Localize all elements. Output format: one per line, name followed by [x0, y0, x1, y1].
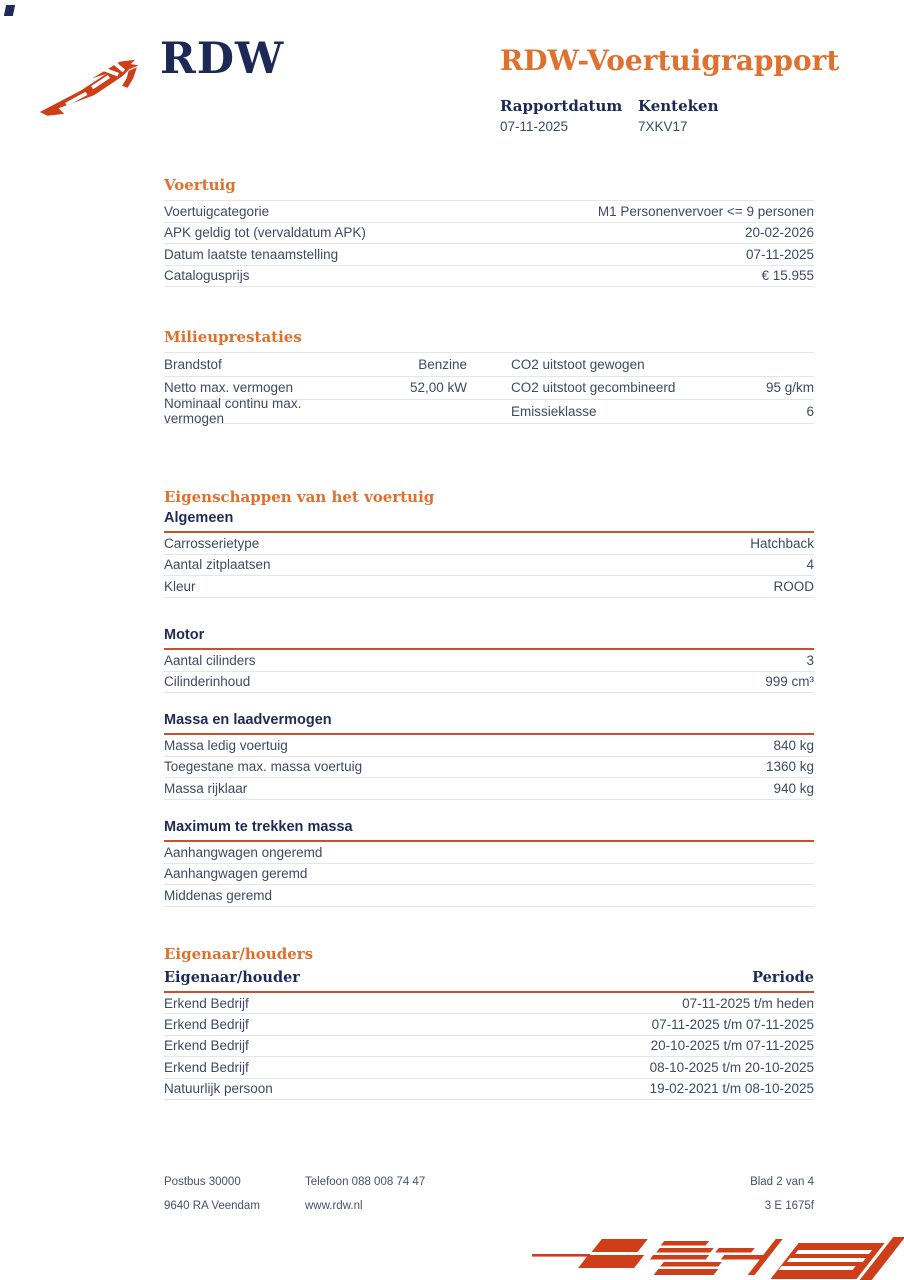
subsection-trekken-title: Maximum te trekken massa: [164, 819, 814, 842]
footer-page-number: Blad 2 van 4: [750, 1176, 814, 1188]
section-milieu-title: Milieuprestaties: [164, 328, 302, 346]
row-label: Cilinderinhoud: [164, 674, 251, 690]
row-value: Hatchback: [750, 535, 814, 551]
report-date-label: Rapportdatum: [500, 97, 623, 115]
motor-rows: [164, 650, 814, 693]
owner-period: 20-10-2025 t/m 07-11-2025: [650, 1038, 814, 1054]
table-row: [164, 650, 814, 672]
subsection-motor: [164, 627, 814, 693]
footer-page-info: [614, 1170, 814, 1218]
subsection-massa: [164, 712, 814, 800]
owner-name: Erkend Bedrijf: [164, 1017, 249, 1033]
owner-period: 19-02-2021 t/m 08-10-2025: [649, 1081, 814, 1097]
owner-name: Erkend Bedrijf: [164, 1059, 249, 1075]
row-label: Brandstof: [164, 356, 222, 372]
row-value: 1360 kg: [765, 759, 814, 775]
table-row: [164, 778, 814, 800]
row-value: 999 cm³: [765, 674, 814, 690]
owner-period: 07-11-2025 t/m 07-11-2025: [651, 1017, 814, 1033]
table-row: [164, 266, 814, 288]
table-row: [164, 555, 814, 577]
footer-contact: [305, 1170, 425, 1218]
footer-website: www.rdw.nl: [305, 1200, 363, 1212]
row-label: Carrosserietype: [164, 535, 260, 551]
footer-postbus: Postbus 30000: [164, 1176, 241, 1188]
algemeen-rows: [164, 533, 814, 598]
table-row: [164, 1057, 814, 1078]
table-row: [164, 244, 814, 266]
table-row: [164, 1036, 814, 1057]
row-value: 52,00 kW: [409, 380, 467, 396]
row-value: 6: [806, 403, 814, 419]
table-row: [164, 735, 814, 757]
row-value: 95 g/km: [765, 380, 814, 396]
table-row: [164, 201, 814, 223]
row-label: Massa ledig voertuig: [164, 737, 288, 753]
row-value: 4: [806, 557, 814, 573]
row-label: Aantal zitplaatsen: [164, 557, 271, 573]
row-value: Benzine: [418, 356, 467, 372]
column-header-period: Periode: [752, 969, 814, 986]
license-plate-label: Kenteken: [638, 97, 719, 115]
owner-period: 07-11-2025 t/m heden: [682, 995, 814, 1011]
row-label: Massa rijklaar: [164, 780, 248, 796]
footer-address: [164, 1170, 260, 1218]
page-title: RDW-Voertuigrapport: [500, 44, 840, 77]
row-value: 940 kg: [773, 780, 814, 796]
owner-name: Erkend Bedrijf: [164, 995, 249, 1011]
section-eigenschappen-title: Eigenschappen van het voertuig: [164, 488, 435, 506]
row-value: M1 Personenvervoer <= 9 personen: [597, 203, 814, 219]
diagonal-stripes-graphic: [514, 1231, 904, 1280]
voertuig-rows: [164, 200, 814, 287]
row-value: 20-02-2026: [744, 225, 814, 241]
table-row: [164, 885, 814, 907]
row-label: Voertuigcategorie: [164, 203, 270, 219]
milieu-rows: [164, 352, 814, 427]
license-plate-value: 7XKV17: [638, 119, 688, 134]
row-label: Middenas geremd: [164, 887, 273, 903]
rdw-logo-wordmark: RDW: [160, 34, 285, 84]
row-value: 840 kg: [773, 737, 814, 753]
table-row: [164, 1014, 814, 1035]
scan-corner-mark: [4, 5, 15, 16]
subsection-maximum-trekken-massa: [164, 819, 814, 907]
row-label: Aanhangwagen ongeremd: [164, 844, 323, 860]
table-row: [164, 223, 814, 245]
owner-name: Erkend Bedrijf: [164, 1038, 249, 1054]
row-label: Aanhangwagen geremd: [164, 866, 308, 882]
row-label: Catalogusprijs: [164, 268, 250, 284]
massa-rows: [164, 735, 814, 800]
row-value: ROOD: [773, 578, 814, 594]
table-row: [164, 672, 814, 694]
row-label: Kleur: [164, 578, 196, 594]
section-milieuprestaties: [164, 328, 814, 427]
footer-phone: Telefoon 088 008 74 47: [305, 1176, 426, 1188]
section-eigenaars-title: Eigenaar/houders: [164, 945, 314, 963]
row-label: Datum laatste tenaamstelling: [164, 246, 339, 262]
owners-rows: [164, 993, 814, 1100]
row-value: 3: [806, 652, 814, 668]
subsection-algemeen: [164, 510, 814, 598]
subsection-algemeen-title: Algemeen: [164, 510, 814, 533]
owners-table-header: [164, 969, 814, 993]
table-row: [164, 864, 814, 886]
row-label: Nominaal continu max. vermogen: [164, 396, 302, 427]
table-row: [164, 993, 814, 1014]
subsection-massa-title: Massa en laadvermogen: [164, 712, 814, 735]
table-row: [164, 757, 814, 779]
report-date-value: 07-11-2025: [500, 119, 569, 134]
footer-document-code: 3 E 1675f: [764, 1200, 814, 1212]
table-row: [164, 576, 814, 598]
owner-period: 08-10-2025 t/m 20-10-2025: [649, 1059, 814, 1075]
owner-name: Natuurlijk persoon: [164, 1081, 273, 1097]
row-label: CO2 uitstoot gewogen: [511, 356, 645, 372]
footer-city: 9640 RA Veendam: [164, 1200, 260, 1212]
row-label: Toegestane max. massa voertuig: [164, 759, 363, 775]
row-value: 07-11-2025: [745, 246, 814, 262]
row-label: APK geldig tot (vervaldatum APK): [164, 225, 366, 241]
row-label: Netto max. vermogen: [164, 380, 294, 396]
section-eigenaar-houders: [164, 945, 814, 1100]
rdw-feather-icon: [38, 50, 150, 118]
row-value: € 15.955: [761, 268, 814, 284]
table-row: [164, 533, 814, 555]
trekken-rows: [164, 842, 814, 907]
row-label: Emissieklasse: [511, 403, 597, 419]
subsection-motor-title: Motor: [164, 627, 814, 650]
table-row: [164, 353, 814, 377]
row-label: Aantal cilinders: [164, 652, 256, 668]
column-header-owner: Eigenaar/houder: [164, 969, 300, 986]
table-row: [164, 396, 814, 427]
table-row: [164, 1079, 814, 1100]
section-voertuig-title: Voertuig: [164, 176, 236, 194]
row-label: CO2 uitstoot gecombineerd: [511, 380, 676, 396]
table-row: [164, 842, 814, 864]
section-voertuig: [164, 176, 814, 287]
